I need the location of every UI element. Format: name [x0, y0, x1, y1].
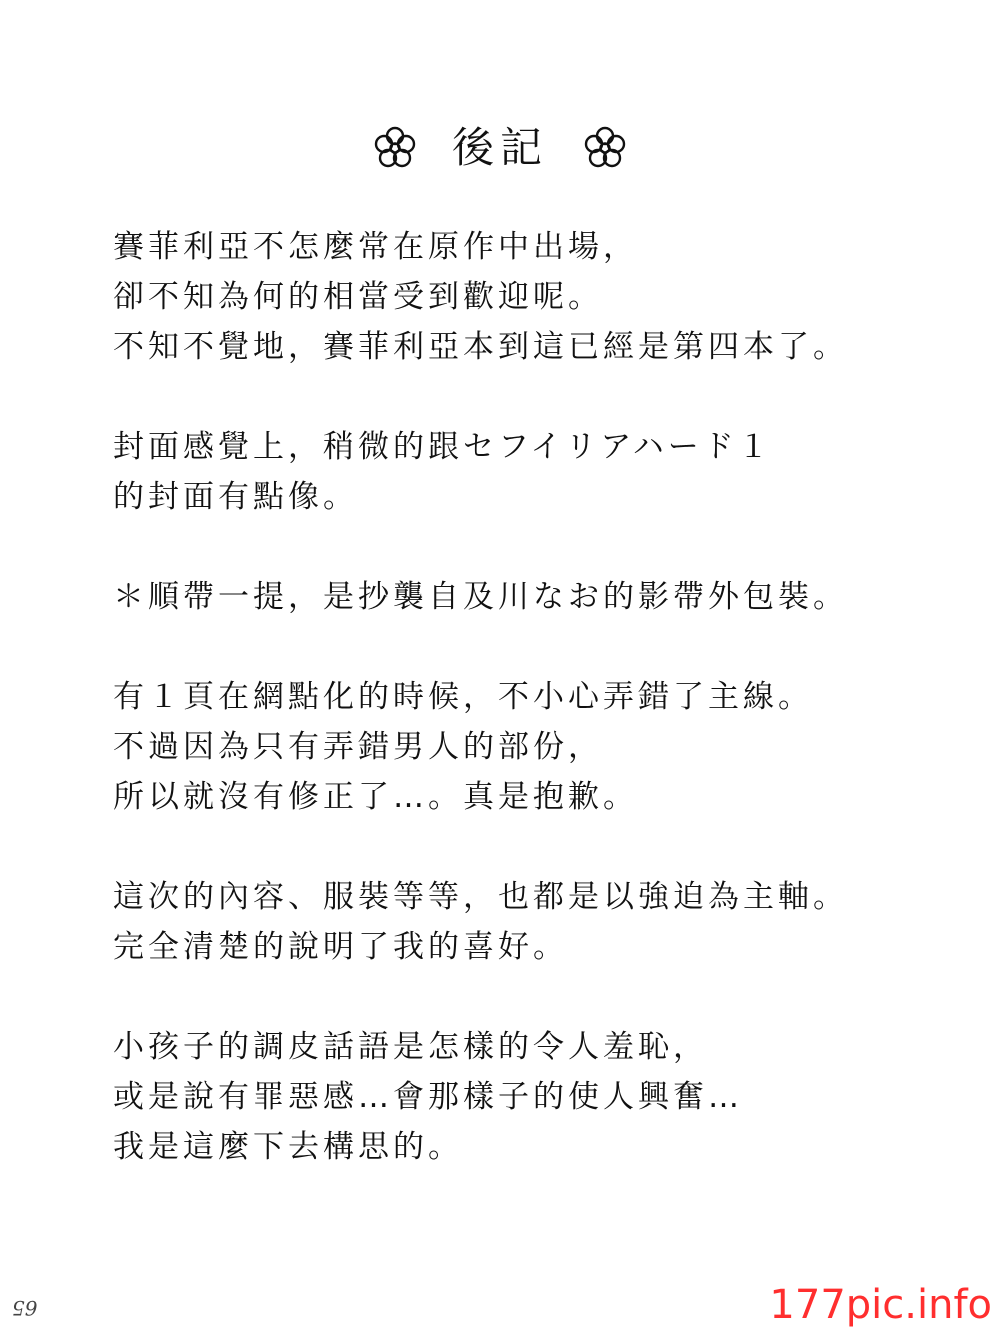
paragraph	[113, 672, 893, 822]
page-number: 65	[12, 1296, 38, 1320]
afterword-heading	[0, 118, 1000, 178]
paragraph-gap	[113, 822, 893, 872]
text-line: 的封面有點像。	[113, 479, 358, 515]
flower-icon	[372, 125, 418, 171]
text-line: 完全清楚的說明了我的喜好。	[113, 929, 568, 965]
paragraph-gap	[113, 522, 893, 572]
text-line: 不知不覺地，賽菲利亞本到這已經是第四本了。	[113, 329, 848, 365]
paragraph	[113, 1022, 893, 1172]
paragraph	[113, 872, 893, 972]
text-line: 卻不知為何的相當受到歡迎呢。	[113, 279, 603, 315]
text-line: ＊順帶一提，是抄襲自及川なお的影帶外包裝。	[113, 579, 848, 615]
text-line: 封面感覺上，稍微的跟セフイリアハード１	[113, 429, 773, 465]
text-line: 所以就沒有修正了…。真是抱歉。	[113, 779, 638, 815]
watermark: 177pic.info	[769, 1282, 992, 1328]
paragraph-gap	[113, 622, 893, 672]
text-line: 這次的內容、服裝等等，也都是以強迫為主軸。	[113, 879, 848, 915]
text-line: 小孩子的調皮話語是怎樣的令人羞恥，	[113, 1029, 708, 1065]
afterword-body	[113, 222, 893, 1172]
text-line: 不過因為只有弄錯男人的部份，	[113, 729, 603, 765]
text-line: 賽菲利亞不怎麼常在原作中出場，	[113, 229, 638, 265]
page-title: 後記	[451, 123, 548, 172]
paragraph	[113, 222, 893, 372]
paragraph	[113, 572, 893, 622]
paragraph	[113, 422, 893, 522]
paragraph-gap	[113, 372, 893, 422]
flower-icon	[582, 125, 628, 171]
paragraph-gap	[113, 972, 893, 1022]
text-line: 我是這麼下去構思的。	[113, 1129, 463, 1165]
text-line: 有１頁在網點化的時候，不小心弄錯了主線。	[113, 679, 813, 715]
text-line: 或是說有罪惡感…會那樣子的使人興奮…	[113, 1079, 743, 1115]
